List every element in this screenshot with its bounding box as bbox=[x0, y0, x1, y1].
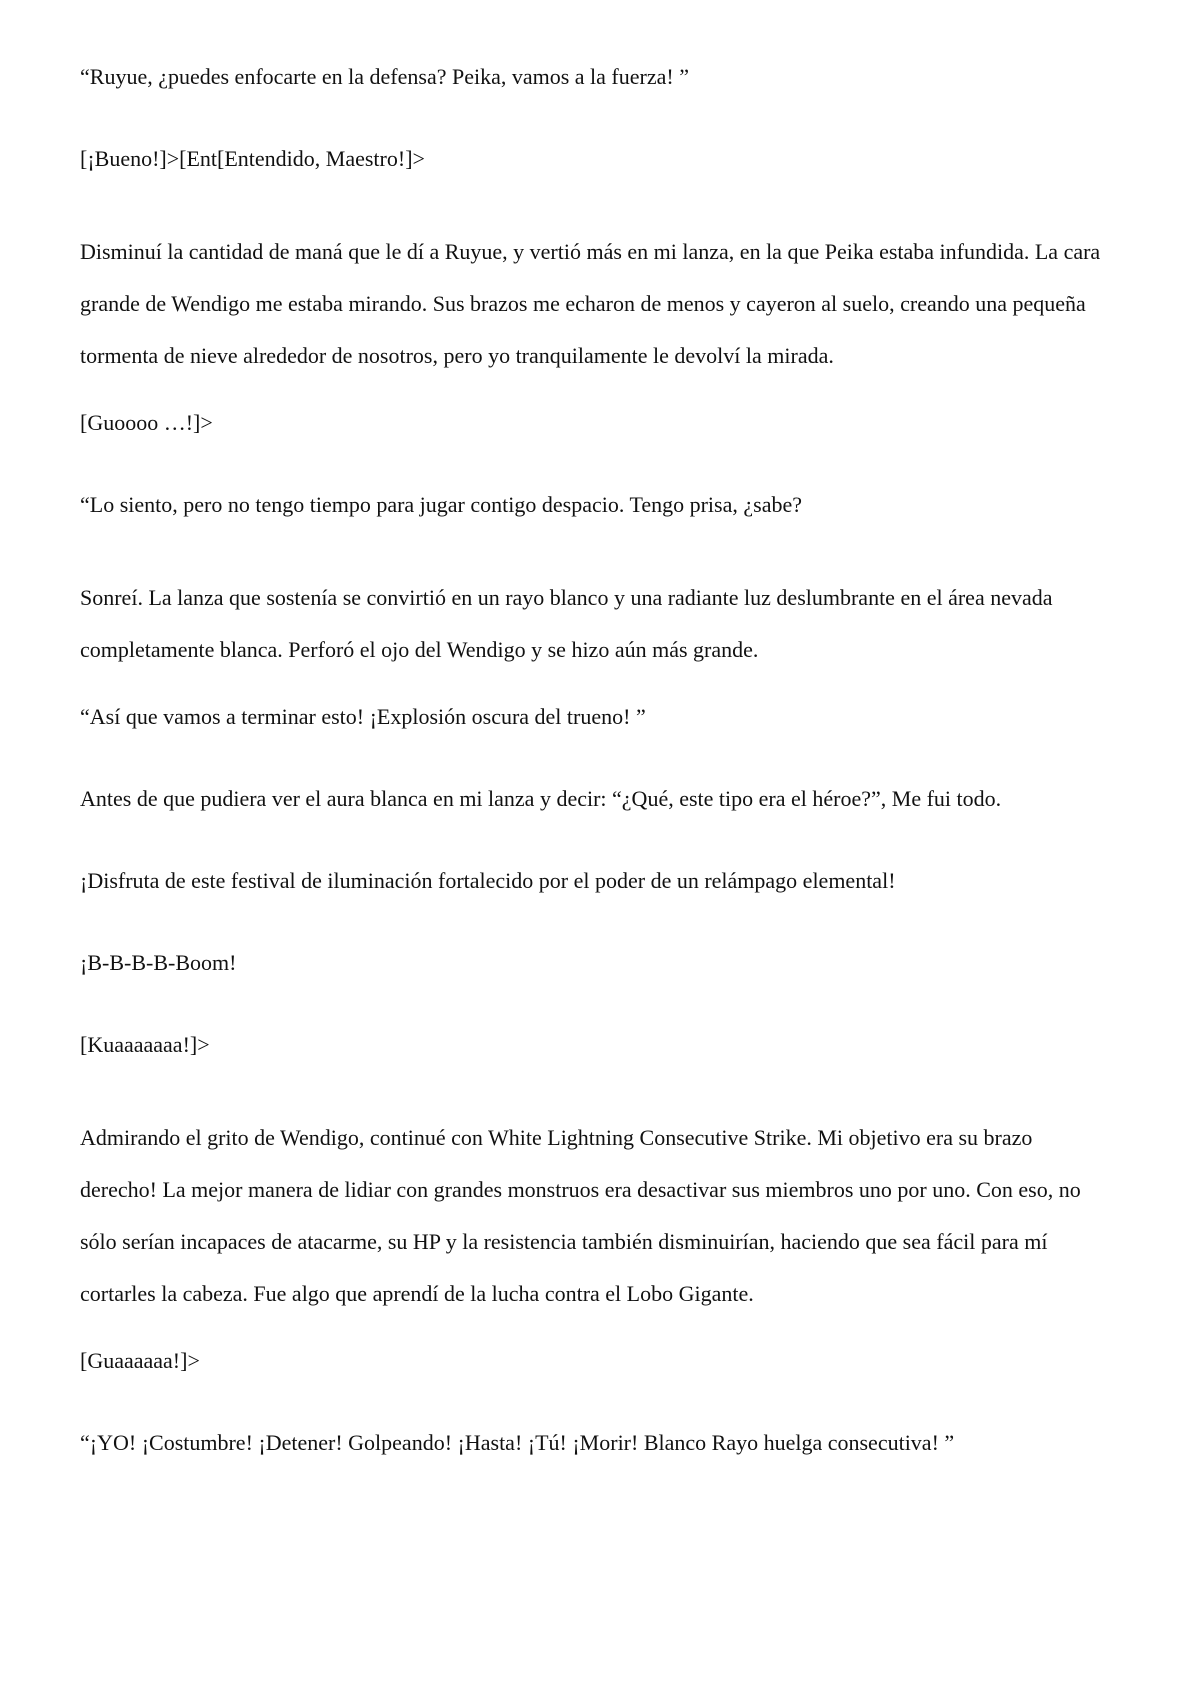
dialogue-paragraph: [¡Bueno!]>[Ent[Entendido, Maestro!]> bbox=[80, 146, 425, 171]
dialogue-paragraph: “Ruyue, ¿puedes enfocarte en la defensa? Peika, vamos a la fuerza! ” bbox=[80, 64, 689, 89]
dialogue-paragraph: “¡YO! ¡Costumbre! ¡Detener! Golpeando! ¡Hasta! ¡Tú! ¡Morir! Blanco Rayo huelga consecutiva! ” bbox=[80, 1430, 955, 1455]
narration-paragraph: Antes de que pudiera ver el aura blanca en mi lanza y decir: “¿Qué, este tipo era el héroe?”, Me fui todo. bbox=[80, 786, 1002, 811]
dialogue-paragraph: [Guaaaaaa!]> bbox=[80, 1348, 200, 1373]
dialogue-paragraph: “Lo siento, pero no tengo tiempo para jugar contigo despacio. Tengo prisa, ¿sabe? bbox=[80, 492, 802, 517]
dialogue-paragraph: [Guoooo …!]> bbox=[80, 410, 213, 435]
dialogue-paragraph: “Así que vamos a terminar esto! ¡Explosión oscura del trueno! ” bbox=[80, 704, 646, 729]
narration-paragraph: ¡Disfruta de este festival de iluminación fortalecido por el poder de un relámpago elemental! bbox=[80, 868, 896, 893]
narration-paragraph: Disminuí la cantidad de maná que le dí a Ruyue, y vertió más en mi lanza, en la que Peika estaba infundida. La cara grande de Wendigo me estaba mirando. Sus brazos me echaron de menos y cayeron al suelo, creando una pequeña tormenta de nieve alrededor de nosotros, pero yo tranquilamente le devolví la mirada. bbox=[80, 239, 1101, 368]
dialogue-paragraph: [Kuaaaaaaa!]> bbox=[80, 1032, 210, 1057]
sound-effect-paragraph: ¡B-B-B-B-Boom! bbox=[80, 950, 237, 975]
document-page bbox=[80, 62, 1110, 1510]
narration-paragraph: Sonreí. La lanza que sostenía se convirtió en un rayo blanco y una radiante luz deslumbrante en el área nevada completamente blanca. Perforó el ojo del Wendigo y se hizo aún más grande. bbox=[80, 585, 1053, 662]
narration-paragraph: Admirando el grito de Wendigo, continué con White Lightning Consecutive Strike. Mi objetivo era su brazo derecho! La mejor manera de lidiar con grandes monstruos era desactivar sus miembros uno por uno. Con eso, no sólo serían incapaces de atacarme, su HP y la resistencia también disminuirían, haciendo que sea fácil para mí cortarles la cabeza. Fue algo que aprendí de la lucha contra el Lobo Gigante. bbox=[80, 1125, 1081, 1306]
